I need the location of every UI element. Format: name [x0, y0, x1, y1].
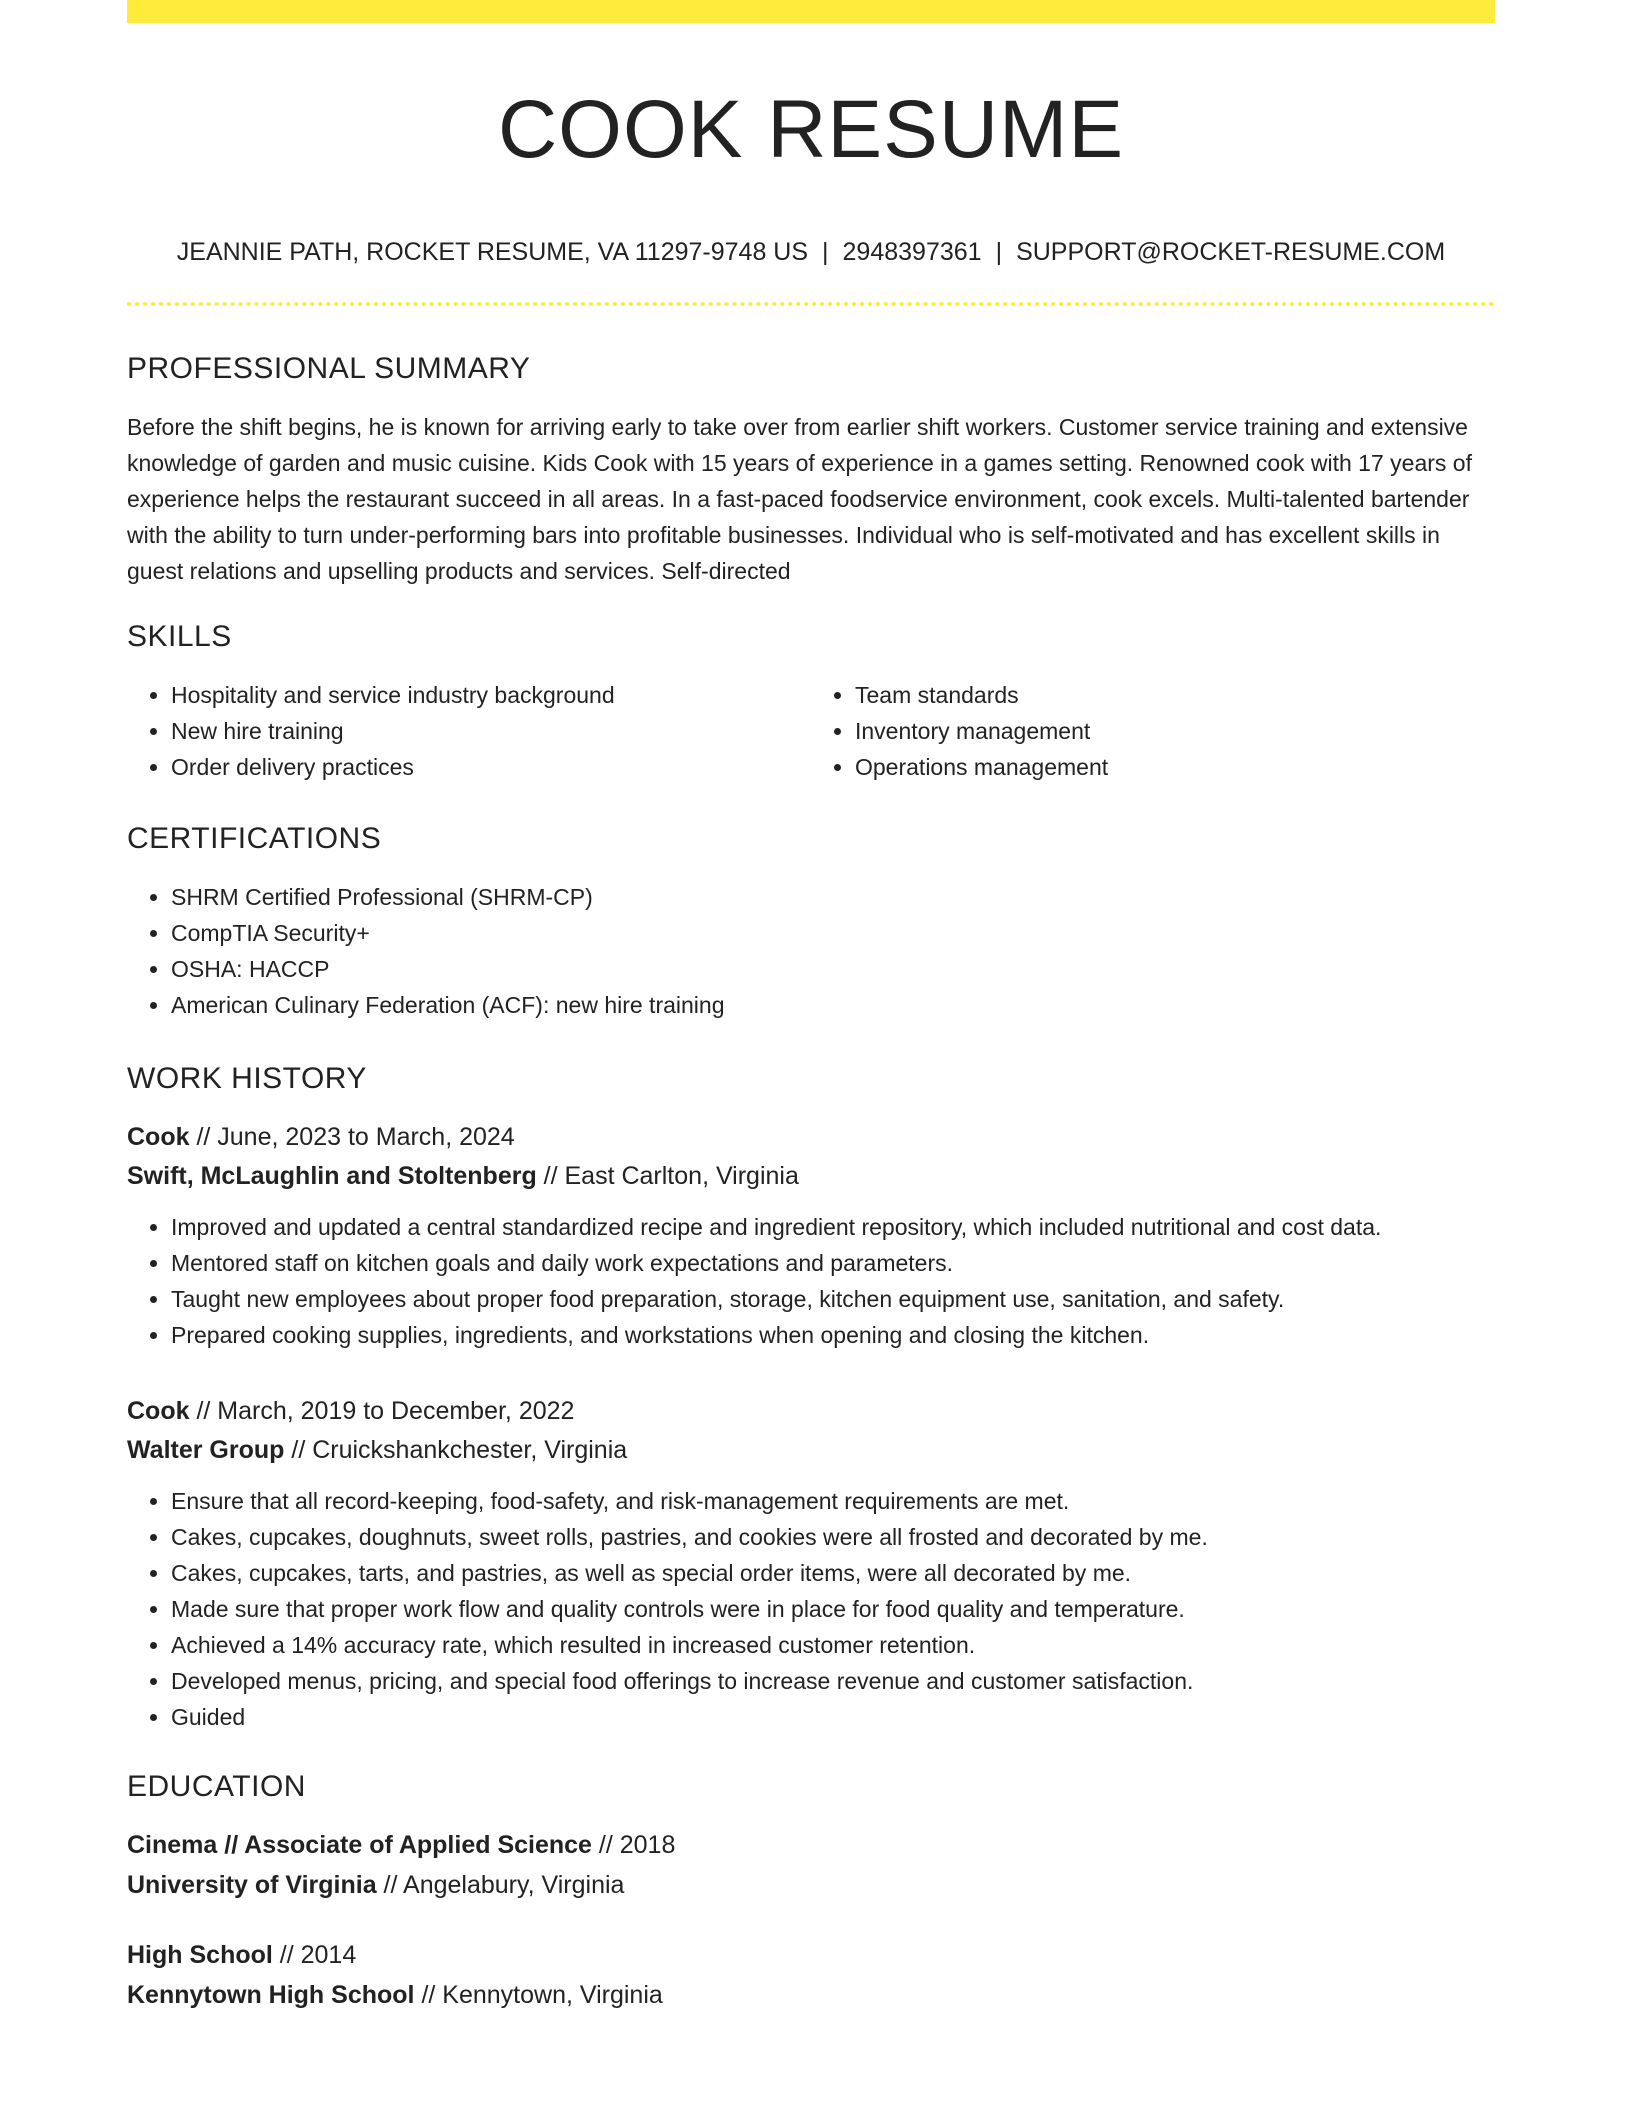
summary-text: Before the shift begins, he is known for arriving early to take over from earlier shift workers. Customer service training and extensive knowledge of garden and music cuisine. Kids Cook with 15 years of experience in a games setting. Renowned cook with 17 years of experience helps the restaurant succeed in all areas. In a fast-paced foodservice environment, cook excels. Multi-talented bartender with the ability to turn under-performing bars into profitable businesses. Individual who is self-motivated and has excellent skills in guest relations and upselling products and services. Self-directed: [127, 414, 1472, 584]
education-school-line: [127, 1865, 1495, 1905]
certification-item: • CompTIA Security+: [171, 915, 1495, 951]
contact-email: SUPPORT@ROCKET-RESUME.COM: [1016, 238, 1446, 266]
job-duty: • Cakes, cupcakes, doughnuts, sweet rolls, pastries, and cookies were all frosted and decorated by me.: [171, 1519, 1495, 1555]
job-duty: • Made sure that proper work flow and quality controls were in place for food quality and temperature.: [171, 1591, 1495, 1627]
skill-item: • Hospitality and service industry background: [171, 677, 811, 713]
job-title-line: [127, 1391, 1495, 1431]
job-dates: // March, 2019 to December, 2022: [189, 1397, 575, 1425]
job-dates: // June, 2023 to March, 2024: [189, 1123, 515, 1151]
education-year: // 2014: [272, 1941, 357, 1969]
job-duty: • Improved and updated a central standardized recipe and ingredient repository, which included nutritional and cost data.: [171, 1209, 1495, 1245]
education-school-line: [127, 1975, 1495, 2015]
job-duty: • Taught new employees about proper food preparation, storage, kitchen equipment use, sanitation, and safety.: [171, 1281, 1495, 1317]
job-entry: [127, 1391, 1495, 1735]
certification-item: • American Culinary Federation (ACF): new hire training: [171, 987, 1495, 1023]
document-title: COOK RESUME: [497, 84, 1125, 175]
education-school: Kennytown High School: [127, 1981, 415, 2009]
certifications-heading: CERTIFICATIONS: [127, 822, 382, 855]
skills-heading: SKILLS: [127, 620, 232, 653]
certification-item: • OSHA: HACCP: [171, 951, 1495, 987]
contact-address: JEANNIE PATH, ROCKET RESUME, VA 11297-9748 US: [176, 238, 809, 266]
summary-heading: PROFESSIONAL SUMMARY: [127, 352, 531, 385]
skill-item: • New hire training: [171, 713, 811, 749]
contact-line: [127, 237, 1495, 267]
contact-separator: |: [995, 238, 1003, 266]
job-duty: • Prepared cooking supplies, ingredients, and workstations when opening and closing the kitchen.: [171, 1317, 1495, 1353]
education-degree: Cinema // Associate of Applied Science: [127, 1831, 592, 1859]
skill-item: • Order delivery practices: [171, 749, 811, 785]
job-duties-list: [127, 1209, 1495, 1353]
education-location: // Angelabury, Virginia: [376, 1871, 625, 1899]
education-entry: [127, 1825, 1495, 1905]
education-degree-line: [127, 1825, 1495, 1865]
job-company-line: [127, 1157, 1495, 1195]
job-title-line: [127, 1117, 1495, 1157]
education-year: // 2018: [591, 1831, 676, 1859]
education-degree-line: [127, 1935, 1495, 1975]
job-duty: • Ensure that all record-keeping, food-safety, and risk-management requirements are met.: [171, 1483, 1495, 1519]
job-duties-list: [127, 1483, 1495, 1735]
certifications-list: [127, 879, 1495, 1023]
job-location: // East Carlton, Virginia: [536, 1162, 799, 1190]
skills-columns: [127, 677, 1495, 785]
job-location: // Cruickshankchester, Virginia: [284, 1436, 628, 1464]
job-duty: • Mentored staff on kitchen goals and daily work expectations and parameters.: [171, 1245, 1495, 1281]
job-duty: • Developed menus, pricing, and special food offerings to increase revenue and customer satisfaction.: [171, 1663, 1495, 1699]
job-company-line: [127, 1431, 1495, 1469]
education-heading: EDUCATION: [127, 1770, 306, 1803]
contact-separator: |: [822, 238, 829, 266]
job-duty: • Cakes, cupcakes, tarts, and pastries, as well as special order items, were all decorated by me.: [171, 1555, 1495, 1591]
job-company: Swift, McLaughlin and Stoltenberg: [127, 1162, 537, 1190]
job-title: Cook: [127, 1123, 190, 1151]
education-location: // Kennytown, Virginia: [414, 1981, 663, 2009]
skill-item: • Operations management: [855, 749, 1495, 785]
resume-page: [127, 0, 1495, 2015]
skill-item: • Team standards: [855, 677, 1495, 713]
education-degree: High School: [127, 1941, 273, 1969]
work-history-heading: WORK HISTORY: [127, 1062, 367, 1095]
education-school: University of Virginia: [127, 1871, 377, 1899]
skills-list-right: [811, 677, 1495, 785]
skill-item: • Inventory management: [855, 713, 1495, 749]
job-entry: [127, 1117, 1495, 1353]
dotted-divider: [127, 302, 1495, 306]
certification-item: • SHRM Certified Professional (SHRM-CP): [171, 879, 1495, 915]
job-duty: • Guided: [171, 1699, 1495, 1735]
job-title: Cook: [127, 1397, 190, 1425]
skills-list-left: [127, 677, 811, 785]
education-entry: [127, 1935, 1495, 2015]
accent-top-bar: [127, 0, 1495, 23]
job-duty: • Achieved a 14% accuracy rate, which resulted in increased customer retention.: [171, 1627, 1495, 1663]
contact-phone: 2948397361: [842, 238, 982, 266]
job-company: Walter Group: [127, 1436, 285, 1464]
